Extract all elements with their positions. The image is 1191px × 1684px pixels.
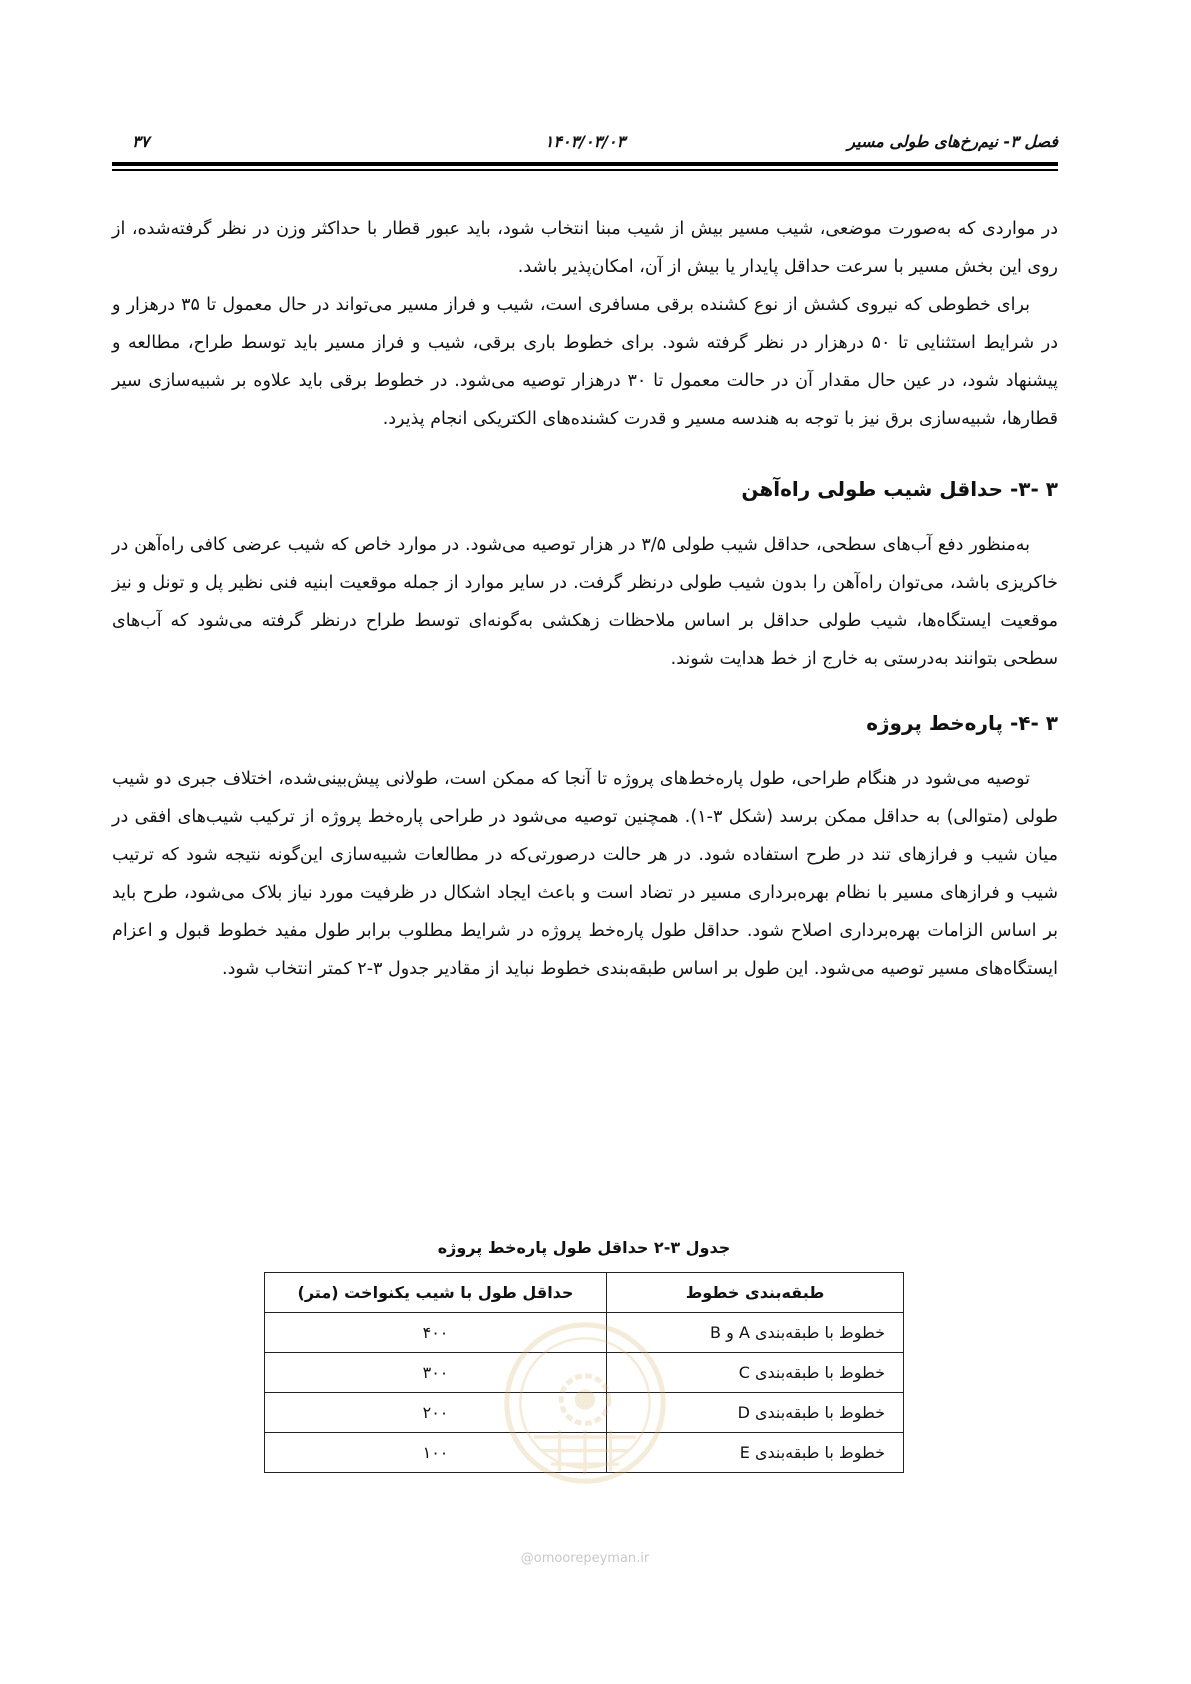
seal-icon — [500, 1318, 670, 1488]
cell-classification: خطوط با طبقه‌بندی C — [607, 1353, 904, 1393]
page-header — [112, 132, 1058, 156]
cell-classification: خطوط با طبقه‌بندی E — [607, 1433, 904, 1473]
cell-classification: خطوط با طبقه‌بندی D — [607, 1393, 904, 1433]
table-header-row — [265, 1273, 904, 1313]
header-rule-thick — [112, 162, 1058, 166]
watermark-site: @omoorepeyman.ir — [520, 1551, 650, 1566]
section-heading-3-4: ۳ -۴- پاره‌خط پروژه — [866, 711, 1058, 735]
section-3-4-paragraph: توصیه می‌شود در هنگام طراحی، طول پاره‌خط‌های پروژه تا آنجا که ممکن است، طولانی پیش‌بینی‌شده، اختلاف جبری دو شیب طولی (متوالی) به حداقل ممکن برسد (شکل ۳-۱). همچنین توصیه می‌شود در طراحی پاره‌خط پروژه از ترکیب شیب‌های افقی در میان شیب و فرازهای تند در طرح استفاده شود. در هر حالت درصورتی‌که در مطالعات شبیه‌سازی این‌گونه نتیجه شود که ترتیب شیب و فرازهای مسیر با نظام بهره‌برداری مسیر در تضاد است و باعث ایجاد اشکال در ظرفیت مورد نیاز بلاک می‌شود، طرح باید بر اساس الزامات بهره‌برداری اصلاح شود. حداقل طول پاره‌خط پروژه در شرایط مطلوب برابر طول مفید خطوط قبول و اعزام ایستگاه‌های مسیر توصیه می‌شود. این طول بر اساس طبقه‌بندی خطوط نباید از مقادیر جدول ۳-۲ کمتر انتخاب شود. — [112, 769, 1058, 979]
section-heading-3-3: ۳ -۳- حداقل شیب طولی راه‌آهن — [741, 477, 1058, 501]
cell-classification: خطوط با طبقه‌بندی A و B — [607, 1313, 904, 1353]
header-rule-thin — [112, 169, 1058, 171]
header-classification: طبقه‌بندی خطوط — [607, 1273, 904, 1313]
header-min-length: حداقل طول با شیب یکنواخت (متر) — [265, 1273, 607, 1313]
body-content — [112, 210, 1058, 988]
header-date: ۱۴۰۳/۰۳/۰۳ — [544, 132, 626, 151]
chapter-title: فصل ۳- نیم‌رخ‌های طولی مسیر — [847, 132, 1058, 151]
section-3-3-paragraph: به‌منظور دفع آب‌های سطحی، حداقل شیب طولی ۳/۵ در هزار توصیه می‌شود. در موارد خاص که شیب عرضی کافی راه‌آهن در خاکریزی باشد، می‌توان راه‌آهن را بدون شیب طولی درنظر گرفت. در سایر موارد از جمله موقعیت ابنیه فنی نظیر پل و تونل و نیز موقعیت ایستگاه‌ها، شیب طولی حداقل بر اساس ملاحظات زهکشی به‌گونه‌ای توسط طراح درنظر گرفته می‌شود که آب‌های سطحی بتوانند به‌درستی به خارج از خط هدایت شوند. — [112, 535, 1058, 669]
intro-paragraph-1: در مواردی که به‌صورت موضعی، شیب مسیر بیش از شیب مبنا انتخاب شود، باید عبور قطار با حداکثر وزن در نظر گرفته‌شده، از روی این بخش مسیر با سرعت حداقل پایدار یا بیش از آن، امکان‌پذیر باشد. — [112, 219, 1058, 277]
intro-paragraph-2: برای خطوطی که نیروی کشش از نوع کشنده برقی مسافری است، شیب و فراز مسیر می‌تواند در حال معمول تا ۳۵ درهزار و در شرایط استثنایی تا ۵۰ درهزار در نظر گرفته شود. برای خطوط باری برقی، شیب و فراز مسیر باید توسط طراح، مطالعه و پیشنهاد شود، در عین حال مقدار آن در حالت معمول تا ۳۰ درهزار توصیه می‌شود. در خطوط برقی باید علاوه بر شبیه‌سازی سیر قطارها، شبیه‌سازی برق نیز با توجه به هندسه مسیر و قدرت کشنده‌های الکتریکی انجام پذیرد. — [112, 295, 1058, 429]
cell-length: ۳۰۰ — [265, 1353, 607, 1393]
cell-length: ۴۰۰ — [265, 1313, 607, 1353]
cell-length: ۲۰۰ — [265, 1393, 607, 1433]
cell-length: ۱۰۰ — [265, 1433, 607, 1473]
page-number: ۳۷ — [132, 132, 150, 151]
table-caption: جدول ۳-۲ حداقل طول پاره‌خط پروژه — [437, 1238, 731, 1257]
